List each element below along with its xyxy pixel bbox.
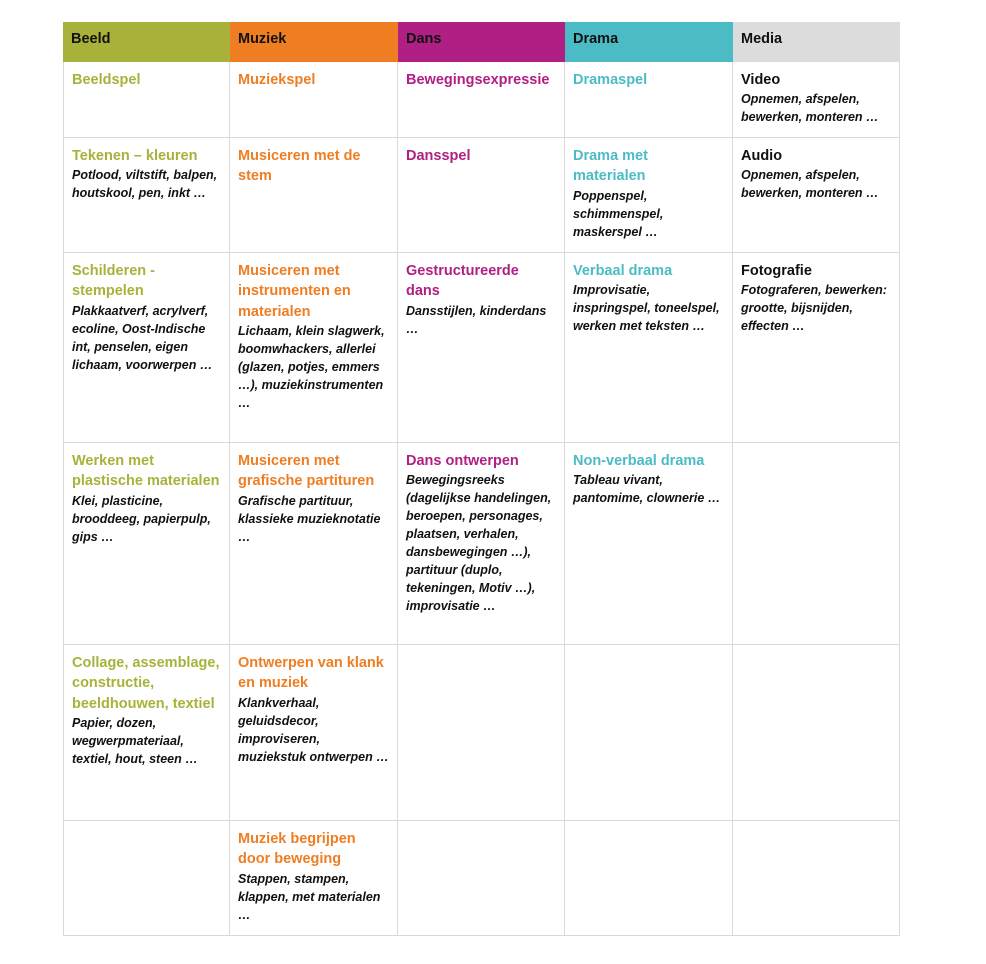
cell-drama-row2 [565, 138, 733, 253]
cell-muziek-row6 [230, 821, 398, 936]
cell-dans-row6 [398, 821, 565, 936]
cell-dans-row4 [398, 443, 565, 645]
activity-title: Muziekspel [238, 72, 316, 88]
activity-title: Drama met materialen [573, 148, 648, 185]
cell-media-row5 [733, 645, 900, 821]
cell-beeld-row3 [63, 253, 230, 443]
activity-title: Beeldspel [72, 72, 141, 88]
cell-drama-row4 [565, 443, 733, 645]
cell-dans-row5 [398, 645, 565, 821]
cell-drama-row1 [565, 62, 733, 138]
cell-media-row4 [733, 443, 900, 645]
header-dans: Dans [398, 22, 565, 62]
activity-title: Verbaal drama [573, 263, 673, 279]
activity-description: Fotograferen, bewerken: grootte, bijsnijden, effecten … [741, 283, 887, 334]
cell-drama-row3 [565, 253, 733, 443]
activity-title: Gestructureerde dans [406, 263, 519, 300]
cell-muziek-row5 [230, 645, 398, 821]
activity-title: Ontwerpen van klank en muziek [238, 655, 384, 692]
cell-beeld-row4 [63, 443, 230, 645]
header-muziek: Muziek [230, 22, 398, 62]
activity-title: Dansspel [406, 148, 471, 164]
cell-dans-row3 [398, 253, 565, 443]
header-media: Media [733, 22, 900, 62]
header-beeld: Beeld [63, 22, 230, 62]
cell-media-row6 [733, 821, 900, 936]
activity-description: Opnemen, afspelen, bewerken, monteren … [741, 168, 879, 201]
cell-muziek-row1 [230, 62, 398, 138]
cell-dans-row2 [398, 138, 565, 253]
cell-dans-row1 [398, 62, 565, 138]
activity-description: Stappen, stampen, klappen, met materialen … [238, 871, 381, 922]
activity-description: Klankverhaal, geluidsdecor, improviseren, muziekstuk ontwerpen … [238, 695, 389, 764]
activity-title: Video [741, 72, 781, 88]
cell-muziek-row3 [230, 253, 398, 443]
activity-description: Tableau vivant, pantomime, clownerie … [573, 473, 721, 506]
cell-beeld-row5 [63, 645, 230, 821]
activity-title: Collage, assemblage, constructie, beeldhouwen, textiel [72, 655, 220, 712]
activity-title: Musiceren met grafische partituren [238, 453, 375, 490]
activity-description: Lichaam, klein slagwerk, boomwhackers, allerlei (glazen, potjes, emmers …), muziekinstrumenten … [238, 324, 385, 411]
activity-title: Musiceren met instrumenten en materialen [238, 263, 351, 320]
cell-media-row2 [733, 138, 900, 253]
activity-description: Dansstijlen, kinderdans … [406, 303, 547, 336]
activity-description: Opnemen, afspelen, bewerken, monteren … [741, 92, 879, 125]
cell-muziek-row2 [230, 138, 398, 253]
activity-description: Plakkaatverf, acrylverf, ecoline, Oost-Indische int, penselen, eigen lichaam, voorwerpen … [72, 303, 213, 372]
activity-title: Tekenen – kleuren [72, 148, 198, 164]
activity-title: Non-verbaal drama [573, 453, 705, 469]
activity-description: Improvisatie, inspringspel, toneelspel, werken met teksten … [573, 283, 720, 334]
cell-drama-row6 [565, 821, 733, 936]
activity-description: Klei, plasticine, brooddeeg, papierpulp, gips … [72, 493, 211, 544]
activity-title: Audio [741, 148, 783, 164]
activity-title: Dramaspel [573, 72, 648, 88]
arts-domain-table [63, 22, 900, 936]
activity-title: Bewegingsexpressie [406, 72, 550, 88]
activity-title: Werken met plastische materialen [72, 453, 220, 490]
cell-beeld-row6 [63, 821, 230, 936]
cell-media-row1 [733, 62, 900, 138]
header-drama: Drama [565, 22, 733, 62]
activity-description: Bewegingsreeks (dagelijkse handelingen, beroepen, personages, plaatsen, verhalen, dansbewegingen …), partituur (duplo, tekeningen, Motiv …), improvisatie … [406, 473, 552, 614]
cell-beeld-row1 [63, 62, 230, 138]
activity-title: Schilderen - stempelen [72, 263, 155, 300]
activity-title: Dans ontwerpen [406, 453, 519, 469]
cell-drama-row5 [565, 645, 733, 821]
activity-title: Musiceren met de stem [238, 148, 361, 185]
activity-description: Grafische partituur, klassieke muzieknotatie … [238, 493, 381, 544]
activity-title: Fotografie [741, 263, 812, 279]
cell-muziek-row4 [230, 443, 398, 645]
activity-title: Muziek begrijpen door beweging [238, 831, 356, 868]
activity-description: Poppenspel, schimmenspel, maskerspel … [573, 188, 664, 239]
cell-beeld-row2 [63, 138, 230, 253]
activity-description: Papier, dozen, wegwerpmateriaal, textiel, hout, steen … [72, 716, 198, 767]
cell-media-row3 [733, 253, 900, 443]
activity-description: Potlood, viltstift, balpen, houtskool, pen, inkt … [72, 168, 218, 201]
